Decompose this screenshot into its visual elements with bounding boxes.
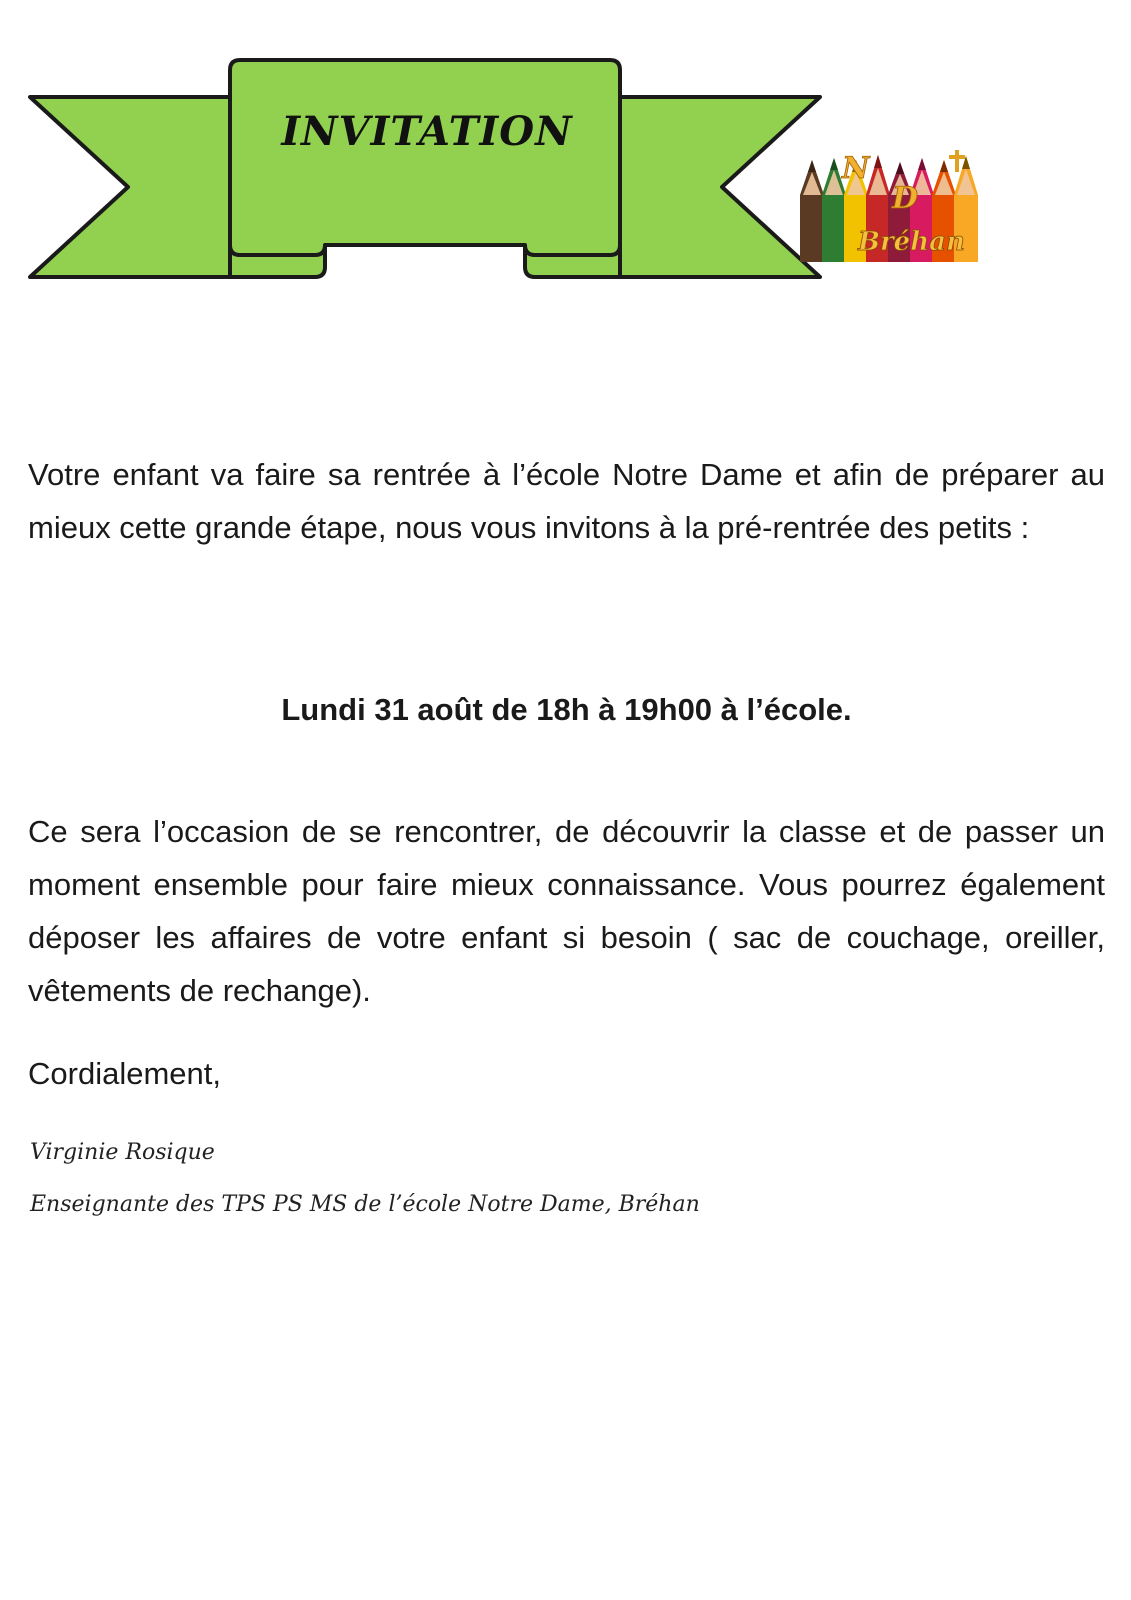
logo-school-name: Bréhan [858,227,965,257]
banner-main-panel [230,60,620,255]
signature-role: Enseignante des TPS PS MS de l’école Notre Dame, Bréhan [30,1192,700,1217]
banner-left-tail [30,97,230,277]
invitation-banner [25,55,835,295]
intro-paragraph: Votre enfant va faire sa rentrée à l’école Notre Dame et afin de préparer au mieux cette grande étape, nous vous invitons à la pré-rentrée des petits : [28,457,1105,545]
details-paragraph: Ce sera l’occasion de se rencontrer, de découvrir la classe et de passer un moment ensemble pour faire mieux connaissance. Vous pourrez également déposer les affaires de votre enfant si besoin ( sac de couchage, oreiller, vêtements de rechange). [28,814,1105,1008]
event-date-line: Lundi 31 août de 18h à 19h00 à l’école. [281,692,852,727]
banner-title: INVITATION [281,108,573,155]
school-logo [800,150,1000,270]
closing-line: Cordialement, [28,1056,221,1091]
banner-right-tail [620,97,820,277]
logo-letter-d: D [892,181,919,216]
logo-letter-n: N [842,151,870,186]
signature-name: Virginie Rosique [30,1140,215,1165]
